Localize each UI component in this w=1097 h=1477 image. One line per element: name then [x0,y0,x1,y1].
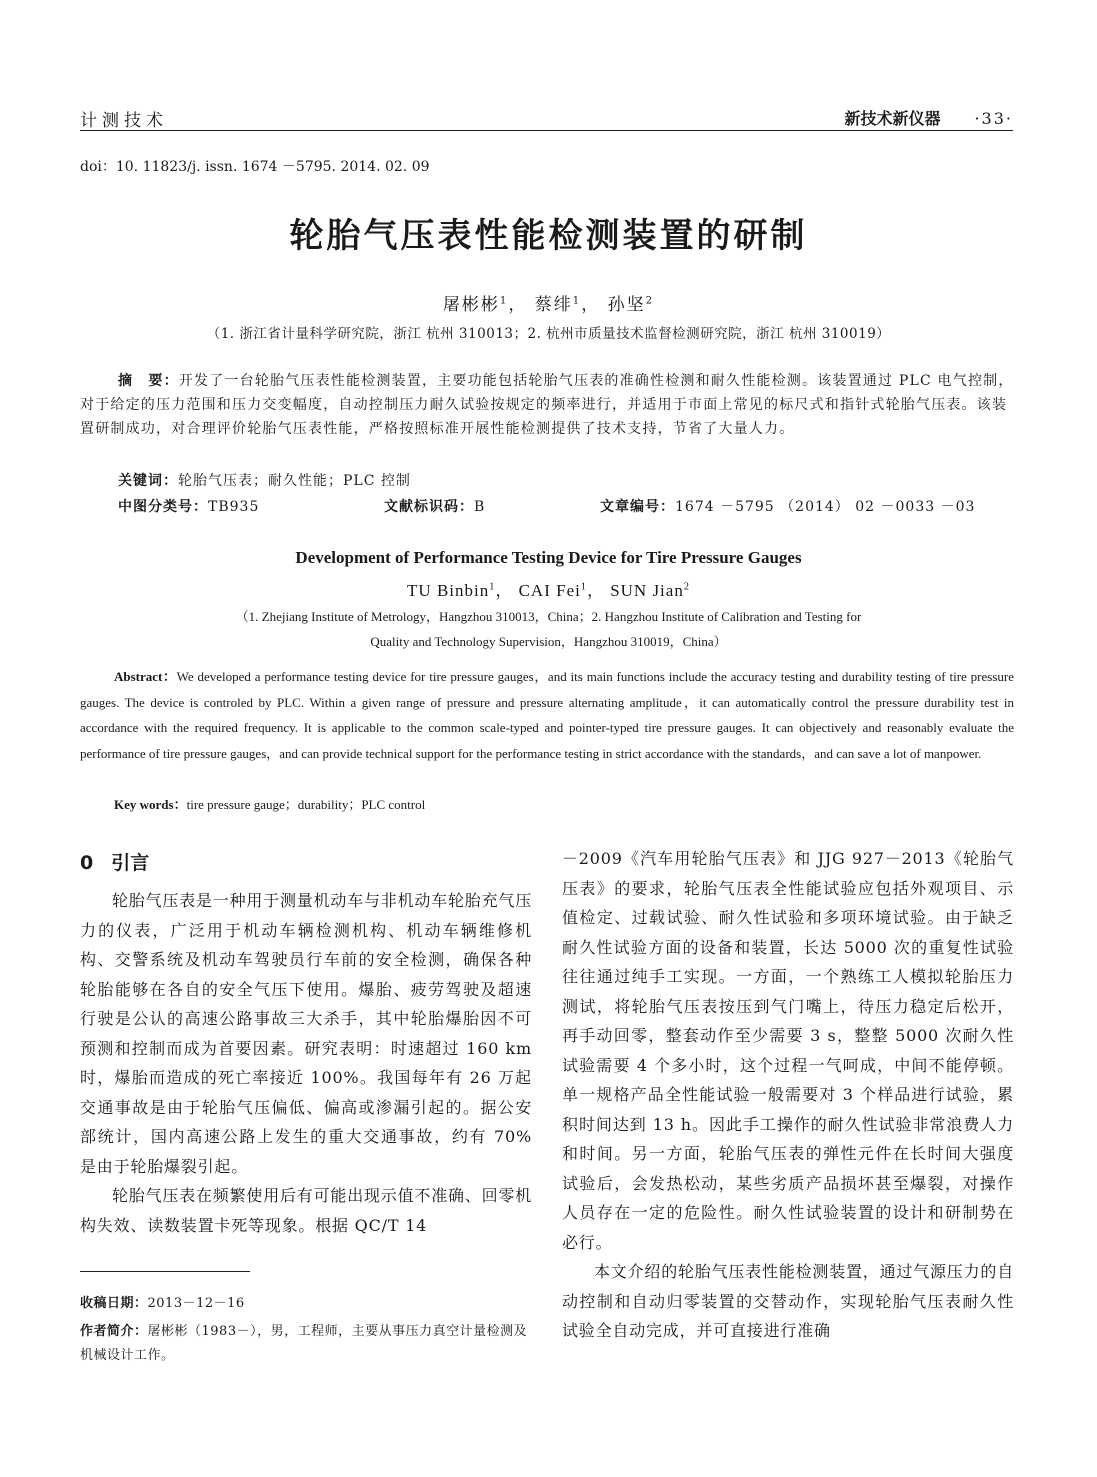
author-affil-mark: 2 [645,295,655,307]
document-code [384,496,485,516]
body-paragraph: －2009《汽车用轮胎气压表》和 JJG 927－2013《轮胎气压表》的要求，轮胎气压表全性能试验应包括外观项目、示值检定、过载试验、耐久性试验和多项环境试验。由于缺乏耐久性试验方面的设备和装置，长达 5000 次的重复性试验往往通过纯手工实现。一方面，一个熟练工人模拟轮胎压力测试，将轮胎气压表按压到气门嘴上，待压力稳定后松开，再手动回零，整套动作至少需要 3 s，整整 5000 次耐久性试验需要 4 个多小时，这个过程一气呵成，中间不能停顿。单一规格产品全性能试验一般需要对 3 个样品进行试验，累积时间达到 13 h。因此手工操作的耐久性试验非常浪费人力和时间。另一方面，轮胎气压表的弹性元件在长时间大强度试验后，会发热松动，某些劣质产品损坏甚至爆裂，对操作人员存在一定的危险性。耐久性试验装置的设计和研制势在必行。 [562,849,1014,1252]
author-name-en: TU Binbin [407,581,490,600]
section-heading [80,848,167,875]
english-title: Development of Performance Testing Device for Tire Pressure Gauges [295,548,802,567]
document-code-value: B [474,499,486,515]
classification-label: 中图分类号： [118,499,208,515]
article-number-value: 1674 －5795 （2014） 02 －0033 －03 [675,499,976,515]
author-name: 孙坚 [607,295,646,315]
article-number-label: 文章编号： [600,499,675,515]
abstract-label: 摘 要： [118,373,179,389]
affiliation: （1. 浙江省计量科学研究院，浙江 杭州 310013；2. 杭州市质量技术监督检测研究院，浙江 杭州 310019） [206,326,891,342]
author-affil-mark: 1 [580,581,587,593]
keywords-cn [118,470,411,490]
column-name: 新技术新仪器 [844,109,941,128]
body-paragraph: 本文介绍的轮胎气压表性能检测装置，通过气源压力的自动控制和自动归零装置的交替动作，实现轮胎气压表耐久性试验全自动完成，并可直接进行准确 [562,1262,1015,1340]
running-header [844,106,1013,129]
author-affil-mark: 1 [489,581,496,593]
english-affiliation-line: （1. Zhejiang Institute of Metrology，Hangzhou 310013，China；2. Hangzhou Institute of Calibration and Testing for [235,609,862,624]
keywords-en-text: tire pressure gauge；durability；PLC control [186,797,426,812]
keywords-en-label: Key words： [114,797,187,812]
body-paragraph: 轮胎气压表是一种用于测量机动车与非机动车轮胎充气压力的仪表，广泛用于机动车辆检测机构、机动车辆维修机构、交警系统及机动车驾驶员行车前的安全检测，确保各种轮胎能够在各自的安全气压下使用。爆胎、疲劳驾驶及超速行驶是公认的高速公路事故三大杀手，其中轮胎爆胎因不可预测和控制而成为首要因素。研究表明：时速超过 160 km 时，爆胎而造成的死亡率接近 100%。我国每年有 26 万起交通事故是由于轮胎气压偏低、偏高或渗漏引起的。据公安部统计，国内高速公路上发生的重大交通事故，约有 70% 是由于轮胎爆裂引起。 [80,891,533,1176]
classification-number [118,496,259,516]
author-affil-mark: 1 [499,295,509,307]
abstract-en-label: Abstract： [114,669,177,684]
author-affil-mark: 2 [683,581,690,593]
received-label: 收稿日期： [80,1296,148,1311]
journal-name: 计测技术 [80,111,168,131]
author-name-en: CAI Fei [518,581,581,600]
section-title: 引言 [111,852,150,874]
article-number [600,496,975,516]
author-bio [80,1320,540,1368]
keywords-text: 轮胎气压表；耐久性能；PLC 控制 [178,473,411,489]
page-number: ·33· [974,109,1013,128]
body-paragraph: 轮胎气压表在频繁使用后有可能出现示值不准确、回零机构失效、读数装置卡死等现象。根据 QC/T 14 [80,1186,533,1235]
document-code-label: 文献标识码： [384,499,474,515]
author-name: 蔡绯 [534,295,573,315]
doi: doi：10. 11823/j. issn. 1674 －5795. 2014. 02. 09 [80,159,430,175]
body-column-left [80,886,532,1240]
paper-title: 轮胎气压表性能检测装置的研制 [289,216,808,256]
classification-value: TB935 [208,499,260,515]
abstract-en-text: We developed a performance testing device for tire pressure gauges，and its main functions include the accuracy testing and durability testing of tire pressure gauges. The device is controled by PLC. Within a given range of pressure and pressure alternating amplitude，it can automatically control the pressure durability test in accordance with the required frequency. It is applicable to the common scale-typed and pointer-typed tire pressure gauges. It can objectively and reasonably evaluate the performance of tire pressure gauges，and can provide technical support for the performance testing in strict accordance with the standards，and can save a lot of manpower. [80,669,1014,761]
author-bio-text: 屠彬彬（1983－），男，工程师，主要从事压力真空计量检测及机械设计工作。 [80,1324,528,1363]
author-list: 屠彬彬$^1$， 蔡绯$^1$， 孙坚$^2$ [442,295,655,315]
received-value: 2013－12－16 [147,1296,245,1311]
abstract-en [80,664,1014,766]
header-rule [80,130,1013,131]
author-name: 屠彬彬 [442,295,500,315]
english-author-list: TU Binbin$^1$， CAI Fei$^1$， SUN Jian$^2$ [407,581,690,600]
author-affil-mark: 1 [572,295,582,307]
keywords-label: 关键词： [118,473,178,489]
abstract-text: 开发了一台轮胎气压表性能检测装置，主要功能包括轮胎气压表的准确性检测和耐久性能检测。该装置通过 PLC 电气控制，对于给定的压力范围和压力交变幅度，自动控制压力耐久试验按规定的频率进行，并适用于市面上常见的标尺式和指针式轮胎气压表。该装置研制成功，对合理评价轮胎气压表性能，严格按照标准开展性能检测提供了技术支持，节省了大量人力。 [80,373,1014,437]
abstract-cn [80,369,1014,441]
section-number: 0 [80,852,94,874]
english-affiliation [0,604,1097,654]
english-affiliation-line: Quality and Technology Supervision，Hangzhou 310019，China） [370,634,727,649]
received-date [80,1292,245,1311]
footnote-rule [80,1271,250,1272]
body-column-right [562,844,1014,1346]
author-bio-label: 作者简介： [80,1324,148,1339]
keywords-en [114,794,425,813]
author-name-en: SUN Jian [610,581,684,600]
